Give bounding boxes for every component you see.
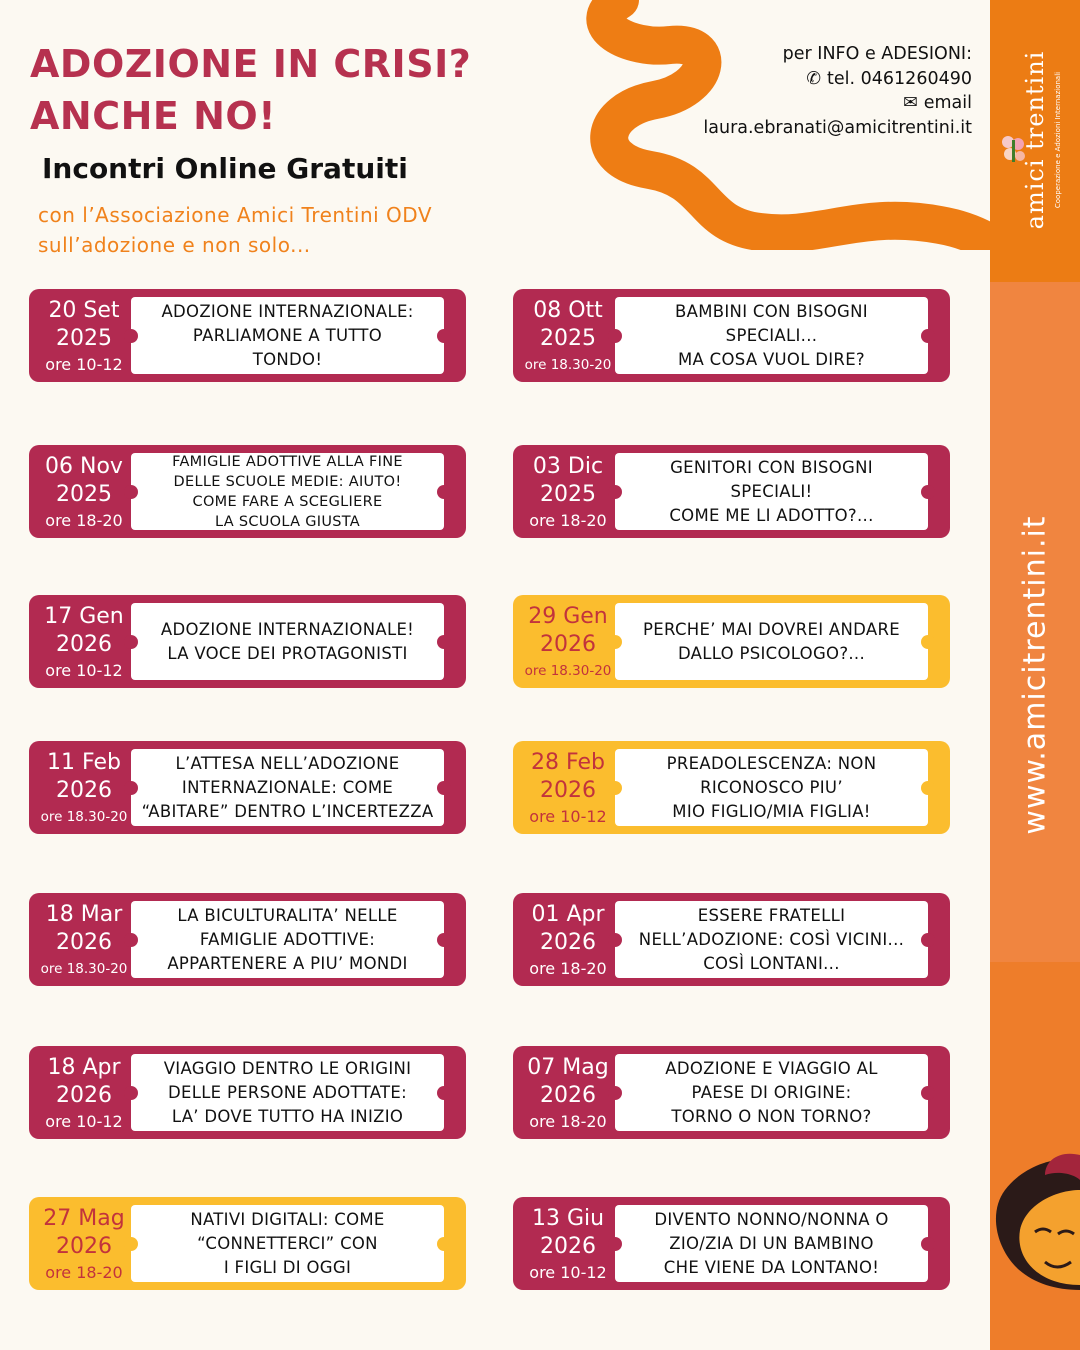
- page-tagline: [38, 200, 432, 260]
- contact-phone-row[interactable]: [703, 67, 972, 92]
- event-time: ore 18-20: [45, 1263, 123, 1282]
- title-line-1: ADOZIONE IN CRISI?: [30, 42, 472, 86]
- event-date: [29, 289, 139, 382]
- event-time: ore 18.30-20: [40, 809, 128, 825]
- contact-phone: tel. 0461260490: [827, 68, 972, 89]
- event-day: 08 Ott: [533, 298, 603, 323]
- event-title: PERCHE’ MAI DOVREI ANDARE DALLO PSICOLOGO?...: [615, 603, 928, 680]
- event-time: ore 18.30-20: [524, 663, 612, 679]
- event-date: [513, 445, 623, 538]
- event-year: 2025: [56, 482, 112, 507]
- contact-info-label: per INFO e ADESIONI:: [782, 44, 972, 64]
- event-year: 2026: [56, 930, 112, 955]
- event-date: [513, 1046, 623, 1139]
- event-year: 2026: [56, 1234, 112, 1259]
- event-date: [513, 741, 623, 834]
- event-card[interactable]: [29, 1046, 466, 1139]
- event-title: FAMIGLIE ADOTTIVE ALLA FINE DELLE SCUOLE MEDIE: AIUTO! COME FARE A SCEGLIERE LA SCUOLA GIUSTA: [131, 453, 444, 530]
- event-time: ore 10-12: [45, 661, 123, 680]
- event-year: 2026: [540, 632, 596, 657]
- event-date: [29, 741, 139, 834]
- event-title: DIVENTO NONNO/NONNA O ZIO/ZIA DI UN BAMBINO CHE VIENE DA LONTANO!: [615, 1205, 928, 1282]
- contact-email-label: email: [923, 93, 972, 113]
- event-card[interactable]: [513, 893, 950, 986]
- envelope-icon: ✉: [903, 93, 918, 113]
- event-title: ADOZIONE INTERNAZIONALE: PARLIAMONE A TUTTO TONDO!: [131, 297, 444, 374]
- page-title: [30, 38, 471, 142]
- event-time: ore 18.30-20: [40, 961, 128, 977]
- event-year: 2026: [540, 778, 596, 803]
- event-date: [29, 1197, 139, 1290]
- phone-icon: ✆: [806, 68, 822, 89]
- event-card[interactable]: [29, 445, 466, 538]
- event-card[interactable]: [29, 289, 466, 382]
- event-time: ore 10-12: [529, 1263, 607, 1282]
- event-day: 27 Mag: [43, 1206, 125, 1231]
- event-day: 07 Mag: [527, 1055, 609, 1080]
- event-day: 29 Gen: [528, 604, 608, 629]
- event-year: 2026: [540, 930, 596, 955]
- logo-wordmark: amici trentini: [1021, 50, 1049, 230]
- logo-tagline: Cooperazione e Adozioni Internazionali: [1054, 71, 1062, 209]
- event-time: ore 18-20: [529, 511, 607, 530]
- event-day: 18 Mar: [45, 902, 123, 927]
- tagline-line-1: con l’Associazione Amici Trentini ODV: [38, 203, 433, 227]
- event-card[interactable]: [513, 1046, 950, 1139]
- event-time: ore 18-20: [45, 511, 123, 530]
- event-title: VIAGGIO DENTRO LE ORIGINI DELLE PERSONE ADOTTATE: LA’ DOVE TUTTO HA INIZIO: [131, 1054, 444, 1131]
- event-day: 03 Dic: [532, 454, 604, 479]
- event-card[interactable]: [513, 445, 950, 538]
- child-illustration-icon: [990, 1150, 1080, 1310]
- event-time: ore 18.30-20: [524, 357, 612, 373]
- contact-email-row: [703, 91, 972, 116]
- page-subtitle: Incontri Online Gratuiti: [42, 152, 408, 185]
- event-day: 18 Apr: [47, 1055, 121, 1080]
- event-date: [513, 595, 623, 688]
- event-day: 06 Nov: [45, 454, 123, 479]
- event-year: 2025: [540, 326, 596, 351]
- event-day: 28 Feb: [531, 750, 605, 775]
- event-day: 01 Apr: [531, 902, 605, 927]
- website-link[interactable]: www.amicitrentini.it: [1017, 515, 1053, 835]
- event-time: ore 10-12: [529, 807, 607, 826]
- amici-trentini-logo: [990, 40, 1080, 240]
- event-date: [29, 1046, 139, 1139]
- event-day: 20 Set: [48, 298, 120, 323]
- event-date: [29, 595, 139, 688]
- event-title: LA BICULTURALITA’ NELLE FAMIGLIE ADOTTIVE: APPARTENERE A PIU’ MONDI: [131, 901, 444, 978]
- event-title: ESSERE FRATELLI NELL’ADOZIONE: COSÌ VICINI... COSÌ LONTANI...: [615, 901, 928, 978]
- event-year: 2026: [540, 1083, 596, 1108]
- event-day: 17 Gen: [44, 604, 124, 629]
- title-line-2: ANCHE NO!: [30, 94, 277, 138]
- event-card[interactable]: [29, 595, 466, 688]
- event-card[interactable]: [513, 595, 950, 688]
- contact-info: [703, 42, 972, 140]
- event-date: [513, 1197, 623, 1290]
- event-day: 13 Giu: [531, 1206, 605, 1231]
- event-year: 2025: [56, 326, 112, 351]
- event-title: BAMBINI CON BISOGNI SPECIALI... MA COSA VUOL DIRE?: [615, 297, 928, 374]
- event-card[interactable]: [513, 1197, 950, 1290]
- event-title: PREADOLESCENZA: NON RICONOSCO PIU’ MIO FIGLIO/MIA FIGLIA!: [615, 749, 928, 826]
- event-date: [513, 893, 623, 986]
- tagline-line-2: sull’adozione e non solo...: [38, 233, 311, 257]
- event-title: ADOZIONE E VIAGGIO AL PAESE DI ORIGINE: TORNO O NON TORNO?: [615, 1054, 928, 1131]
- event-title: ADOZIONE INTERNAZIONALE! LA VOCE DEI PROTAGONISTI: [131, 603, 444, 680]
- event-title: GENITORI CON BISOGNI SPECIALI! COME ME LI ADOTTO?...: [615, 453, 928, 530]
- event-time: ore 18-20: [529, 959, 607, 978]
- event-card[interactable]: [29, 1197, 466, 1290]
- event-time: ore 10-12: [45, 355, 123, 374]
- event-time: ore 10-12: [45, 1112, 123, 1131]
- event-year: 2026: [56, 778, 112, 803]
- event-card[interactable]: [29, 893, 466, 986]
- event-year: 2026: [56, 1083, 112, 1108]
- event-year: 2025: [540, 482, 596, 507]
- event-card[interactable]: [513, 741, 950, 834]
- event-card[interactable]: [29, 741, 466, 834]
- event-day: 11 Feb: [47, 750, 121, 775]
- contact-email-address[interactable]: laura.ebranati@amicitrentini.it: [703, 117, 972, 138]
- event-date: [29, 445, 139, 538]
- event-time: ore 18-20: [529, 1112, 607, 1131]
- event-year: 2026: [540, 1234, 596, 1259]
- event-card[interactable]: [513, 289, 950, 382]
- event-date: [513, 289, 623, 382]
- event-title: L’ATTESA NELL’ADOZIONE INTERNAZIONALE: COME “ABITARE” DENTRO L’INCERTEZZA: [131, 749, 444, 826]
- event-title: NATIVI DIGITALI: COME “CONNETTERCI” CON I FIGLI DI OGGI: [131, 1205, 444, 1282]
- event-date: [29, 893, 139, 986]
- event-year: 2026: [56, 632, 112, 657]
